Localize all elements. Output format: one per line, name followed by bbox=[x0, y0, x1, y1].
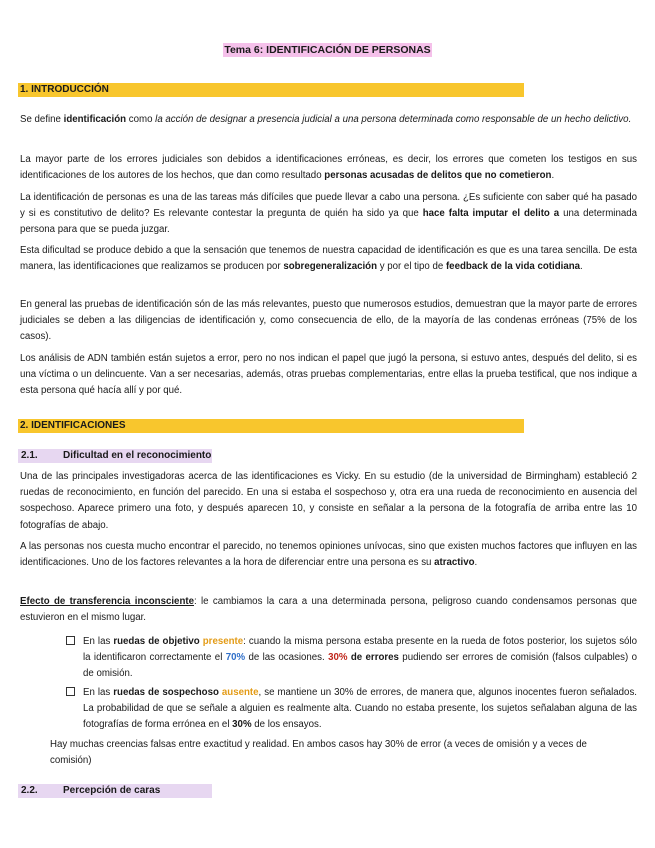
paragraph-sensation: Esta dificultad se produce debido a que la sensación que tenemos de nuestra capacidad de identificación es que es una tarea sencilla. De esta manera, las identificaciones que realizamos se producen por sobregeneralización y por el tipo de feedback de la vida cotidiana. bbox=[20, 245, 637, 273]
checkbox-icon bbox=[66, 687, 75, 696]
page-title bbox=[0, 44, 655, 56]
paragraph-dna: Los análisis de ADN también están sujetos a error, pero no nos indican el papel que jugó la persona, si estuvo antes, después del delito, si es una víctima o un delincuente. Van a ser necesarias, además, otras pruebas complementarias, entre ellas la prueba testifical, que nos indique a esta persona qué hacía allí y por qué. bbox=[20, 353, 637, 397]
checkbox-icon bbox=[66, 636, 75, 645]
paragraph-transfer-effect: Efecto de transferencia inconsciente: le cambiamos la cara a una determinada persona, peligroso cuando condensamos personas que estuvieron en el mismo lugar. bbox=[20, 596, 637, 624]
paragraph-vicky-study: Una de las principales investigadoras acerca de las identificaciones es Vicky. En su estudio (de la universidad de Birmingham) estableció 2 ruedas de reconocimiento, en función del parecido. En una si estaba el sospechoso y, otra era una rueda de reconocimiento en ausencia del sospechoso. Aparece primero una foto, y después aparecen 10, y consiste en señalar a la persona de la fotografía de arriba entre las 10 fotografías de abajo. bbox=[20, 471, 637, 531]
subsection-heading-percepcion: 2.2. Percepción de caras bbox=[18, 784, 212, 798]
page-title-text: Tema 6: IDENTIFICACIÓN DE PERSONAS bbox=[224, 44, 431, 56]
bullet-list bbox=[66, 634, 637, 735]
paragraph-difficulty: La identificación de personas es una de las tareas más difíciles que puede llevar a cabo una persona. ¿Es suficiente con saber qué ha pasado y si es constitutivo de delito? Es relevante contestar la pregunta de quién ha sido ya que hace falta imputar el delito a una determinada persona para que se pueda juzgar. bbox=[20, 192, 638, 236]
paragraph-errors: La mayor parte de los errores judiciales son debidos a identificaciones erróneas, es decir, los errores que cometen los testigos en sus identificaciones de los autores de los hechos, que dan como resultado personas acusadas de delitos que no cometieron. bbox=[20, 154, 637, 182]
paragraph-attractiveness: A las personas nos cuesta mucho encontrar el parecido, no tenemos opiniones unívocas, sino que existen muchos factores que influyen en las identificaciones. Uno de los factores relevantes a la hora de diferenciar entre una persona es su atractivo. bbox=[20, 541, 637, 569]
paragraph-false-beliefs: Hay muchas creencias falsas entre exactitud y realidad. En ambos casos hay 30% de error (a veces de omisión y a veces de comisión) bbox=[50, 739, 587, 767]
section-heading-introduccion: 1. INTRODUCCIÓN bbox=[18, 83, 524, 97]
list-item: En las ruedas de sospechoso ausente, se mantiene un 30% de errores, de manera que, algunos inocentes fueron señalados. La probabilidad de que se señale a alguien es realmente alta. Cuando no estaba presente, los sujetos señalaban alguna de las fotografías de forma errónea en el 30% de los ensayos. bbox=[66, 685, 637, 734]
paragraph-evidence: En general las pruebas de identificación són de las más relevantes, puesto que numerosos estudios, demuestran que la mayor parte de errores judiciales se deben a las diligencias de identificación y, como consecuencia de ello, de la mayoría de las condenas erróneas (75% de los casos). bbox=[20, 299, 637, 343]
section-heading-identificaciones: 2. IDENTIFICACIONES bbox=[18, 419, 524, 433]
paragraph-definition: Se define identificación como la acción de designar a presencia judicial a una persona determinada como responsable de un hecho delictivo. bbox=[20, 114, 632, 125]
list-item: En las ruedas de objetivo presente: cuando la misma persona estaba presente en la rueda de fotos posterior, los sujetos sólo la identificaron correctamente el 70% de las ocasiones. 30% de errores pudiendo ser errores de comisión (falsos culpables) o de omisión. bbox=[66, 634, 637, 683]
subsection-heading-dificultad: 2.1. Dificultad en el reconocimiento bbox=[18, 449, 212, 463]
